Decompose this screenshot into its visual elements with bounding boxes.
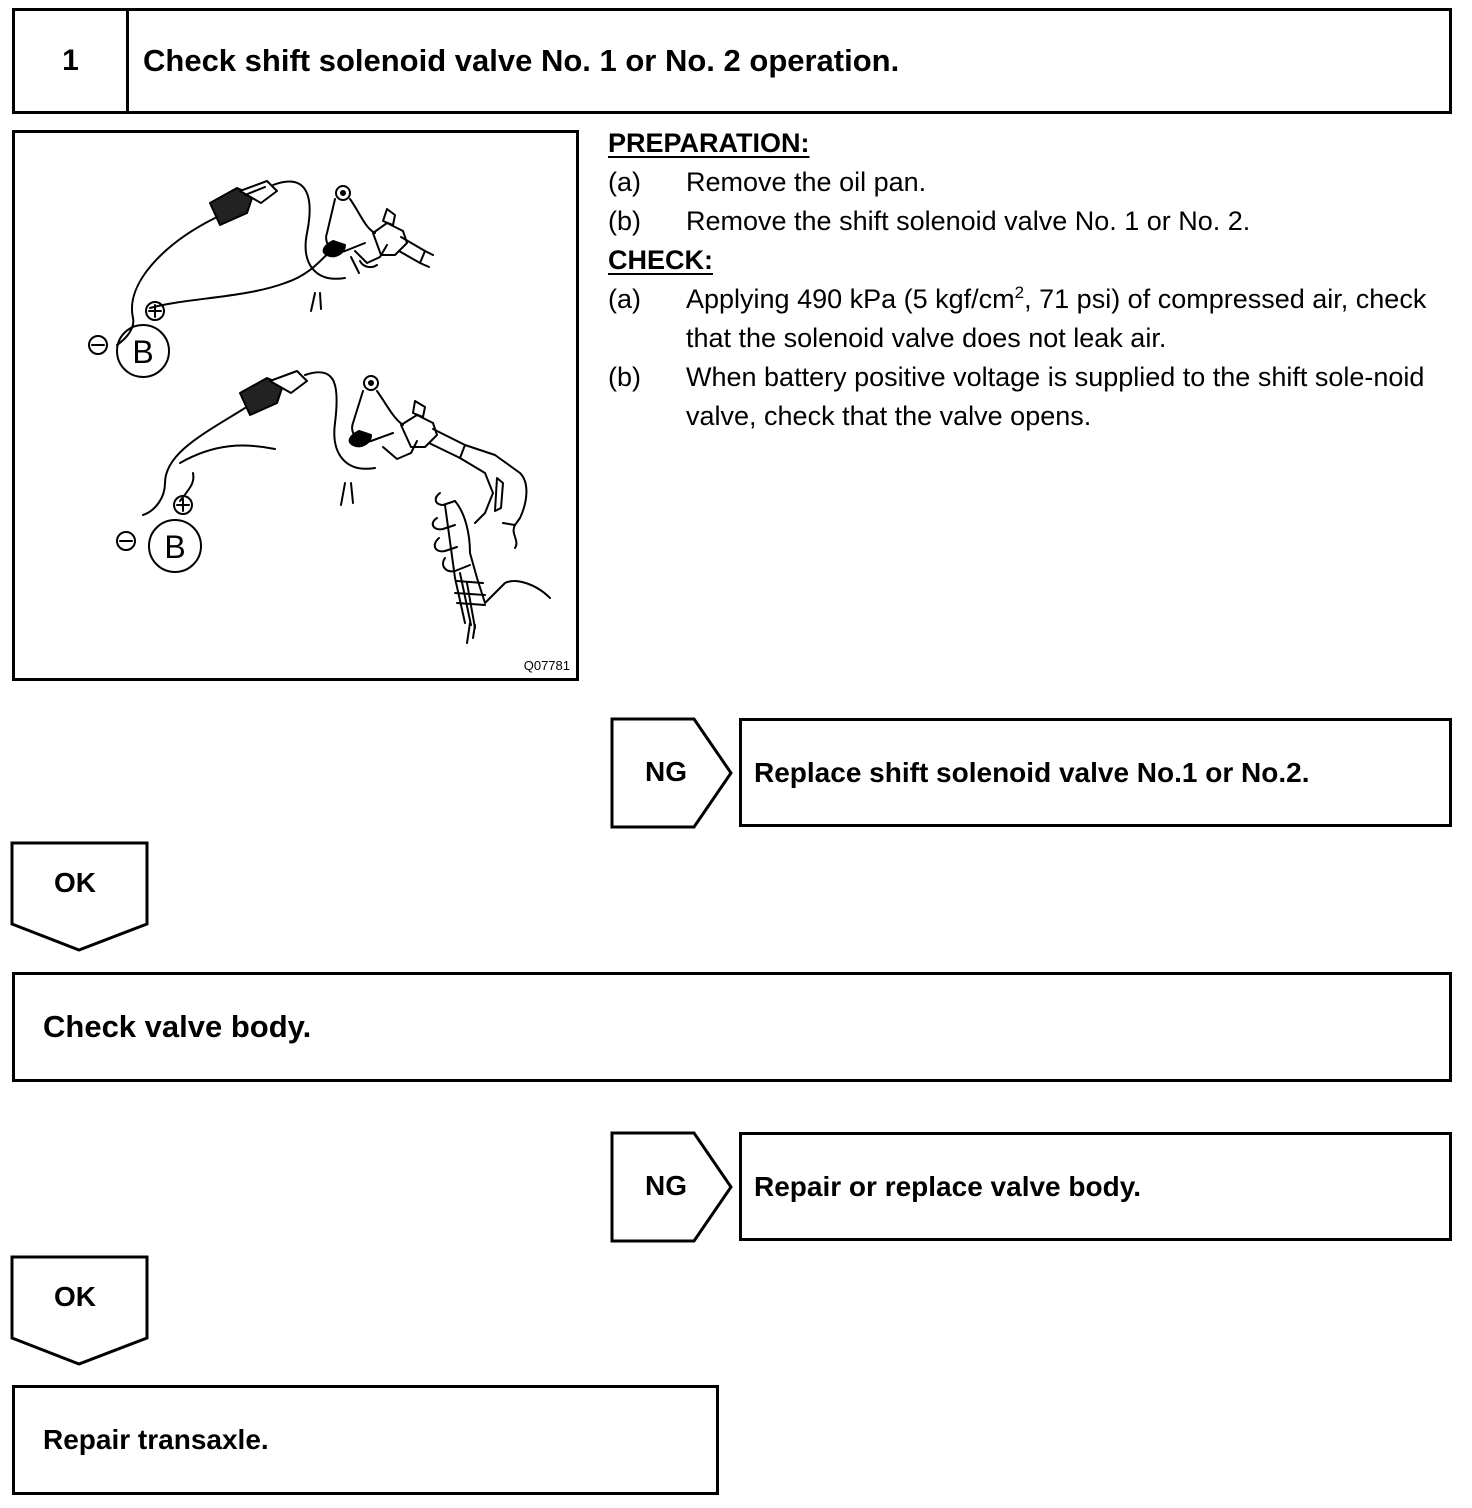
ng-label-2: NG <box>645 1170 687 1201</box>
connector-icon <box>240 371 307 415</box>
battery-label-upper: B <box>132 334 154 370</box>
check-item <box>608 280 1456 358</box>
item-label: (b) <box>608 362 641 392</box>
instructions-panel <box>608 124 1456 436</box>
ng-result-1: Replace shift solenoid valve No.1 or No.2. <box>739 718 1452 827</box>
air-gun-icon <box>429 429 550 643</box>
battery-label-lower: B <box>164 529 186 565</box>
ng-label-1: NG <box>645 756 687 787</box>
solenoid-valve-icon <box>324 186 433 273</box>
solenoid-valve-icon <box>350 376 437 459</box>
item-label: (b) <box>608 206 641 236</box>
solenoid-test-drawing <box>15 133 576 678</box>
check-heading: CHECK: <box>608 245 713 275</box>
item-label: (a) <box>608 284 641 314</box>
preparation-item <box>608 202 1456 241</box>
ok-label-1: OK <box>54 867 96 898</box>
step-header <box>12 8 1452 114</box>
step-number: 1 <box>15 11 129 111</box>
repair-transaxle-step <box>12 1385 719 1495</box>
check-valve-body-step <box>12 972 1452 1082</box>
item-label: (a) <box>608 167 641 197</box>
battery-icon <box>117 496 201 572</box>
check-item <box>608 358 1456 436</box>
solenoid-test-illustration <box>12 130 579 681</box>
preparation-item <box>608 163 1456 202</box>
battery-icon <box>89 302 169 377</box>
ok-label-2: OK <box>54 1281 96 1312</box>
item-text: When battery positive voltage is supplied to the shift sole-noid valve, check that the valve opens. <box>686 362 1425 431</box>
connector-icon <box>210 181 277 225</box>
step-title: Check shift solenoid valve No. 1 or No. 2 operation. <box>143 43 900 78</box>
figure-code: Q07781 <box>523 658 570 673</box>
preparation-heading: PREPARATION: <box>608 128 810 158</box>
check-valve-body-text: Check valve body. <box>43 1009 312 1044</box>
ng-result-2: Repair or replace valve body. <box>739 1132 1452 1241</box>
repair-transaxle-text: Repair transaxle. <box>43 1424 269 1455</box>
item-text: Remove the shift solenoid valve No. 1 or No. 2. <box>686 206 1251 236</box>
item-text: Applying 490 kPa (5 kgf/$cm^2$, 71 psi) of compressed air, check that the solenoid valve does not leak air. <box>686 283 1427 353</box>
item-text: Remove the oil pan. <box>686 167 927 197</box>
